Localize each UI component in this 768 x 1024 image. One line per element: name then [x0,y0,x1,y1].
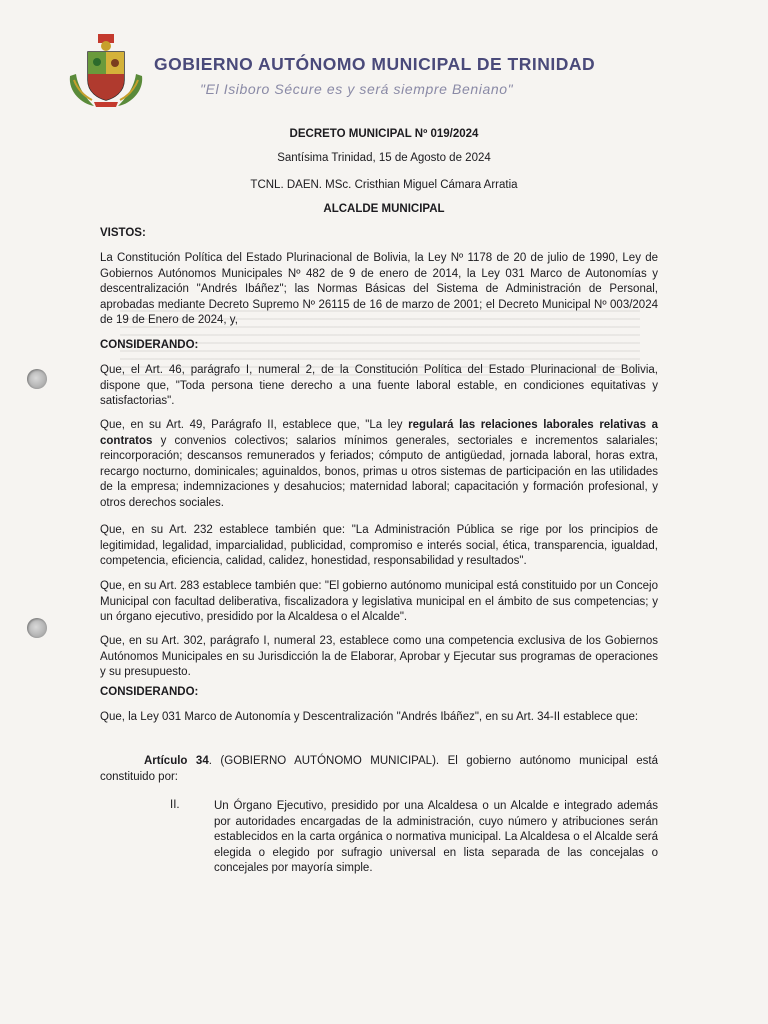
considerando1-paragraph-5: Que, en su Art. 302, parágrafo I, numeral 23, establece como una competencia exclusiva de los Gobiernos Autónomos Municipales en su Jurisdicción la de Elaborar, Aprobar y Ejecutar sus programas de operaciones y su presupuesto. [100,635,658,678]
considerando1-paragraph-2 [100,418,658,511]
considerando1-paragraph-3: Que, en su Art. 232 establece también que: "La Administración Pública se rige por los principios de legitimidad, legalidad, imparcialidad, publicidad, compromiso e interés social, ética, transparencia, igualdad, competencia, eficiencia, calidad, calidez, honestidad, responsabilidad y resultados". [100,524,658,567]
punch-hole-top [27,369,47,389]
p2-text-a: Que, en su Art. 49, Parágrafo II, establece que, "La ley [100,419,409,431]
item-numeral: II. [170,799,180,811]
organization-name: GOBIERNO AUTÓNOMO MUNICIPAL DE TRINIDAD [154,54,596,74]
article-34-intro [100,754,658,785]
decree-number: DECRETO MUNICIPAL Nº 019/2024 [289,128,479,140]
considerando-heading-1: CONSIDERANDO: [100,339,199,351]
signatory-title: ALCALDE MUNICIPAL [323,203,445,215]
coat-of-arms-icon [64,30,148,110]
considerando2-paragraph-1: Que, la Ley 031 Marco de Autonomía y Descentralización "Andrés Ibáñez", en su Art. 34-II establece que: [100,711,639,723]
item-text: Un Órgano Ejecutivo, presidido por una Alcaldesa o un Alcalde e integrado además por autoridades encargadas de la administración, cuyo número y atribuciones serán establecidos en la carta orgánica o normativa municipal. La Alcaldesa o el Alcalde será elegida o elegido por sufragio universal en lista separada de las concejalas o concejales por mayoría simple. [214,800,658,874]
considerando1-paragraph-4: Que, en su Art. 283 establece también que: "El gobierno autónomo municipal está constituido por un Concejo Municipal con facultad deliberativa, fiscalizadora y legislativa municipal en el ámbito de sus competencias; y un órgano ejecutivo, presidido por la Alcaldesa o el Alcalde". [100,580,658,623]
article-text: . (GOBIERNO AUTÓNOMO MUNICIPAL). El gobierno autónomo municipal está constituido por: [100,755,658,783]
decree-signatory: TCNL. DAEN. MSc. Cristhian Miguel Cámara Arratia [250,179,518,191]
article-label: Artículo 34 [144,755,209,767]
p2-text-c: y convenios colectivos; salarios mínimos generales, sectoriales e incrementos salariales; reincorporación; descansos remunerados y feriados; cómputo de antigüedad, jornada laboral, horas extra, recargo nocturno, dominicales; aguinaldos, bonos, primas u otros sistemas de participación en las utilidades de la empresa; indemnizaciones y desahucios; maternidad laboral; capacitación y formación profesional, y otros derechos sociales. [100,434,658,509]
considerando-heading-2: CONSIDERANDO: [100,686,199,698]
considerando1-paragraph-1: Que, el Art. 46, parágrafo I, numeral 2, de la Constitución Política del Estado Plurinacional de Bolivia, dispone que, "Toda persona tiene derecho a una fuente laboral estable, en condiciones equitativas y satisfactorias". [100,364,658,407]
letterhead [64,30,684,110]
vistos-heading: VISTOS: [100,227,146,239]
p2-text-bold: regulará las relaciones laborales relativas a contratos [100,419,658,447]
organization-motto: "El Isiboro Sécure es y será siempre Beniano" [200,81,514,97]
punch-hole-bottom [27,618,47,638]
vistos-paragraph: La Constitución Política del Estado Plurinacional de Bolivia, la Ley Nº 1178 de 20 de julio de 1990, Ley de Gobiernos Autónomos Municipales Nº 482 de 9 de enero de 2014, la Ley 031 Marco de Autonomías y descentralización "Andrés Ibáñez"; las Normas Básicas del Sistema de Administración de Personal, aprobadas mediante Decreto Supremo Nº 26115 de 16 de marzo de 2001; el Decreto Municipal Nº 003/2024 de 19 de Enero de 2024, y, [100,252,658,326]
decree-place-date: Santísima Trinidad, 15 de Agosto de 2024 [277,152,491,164]
